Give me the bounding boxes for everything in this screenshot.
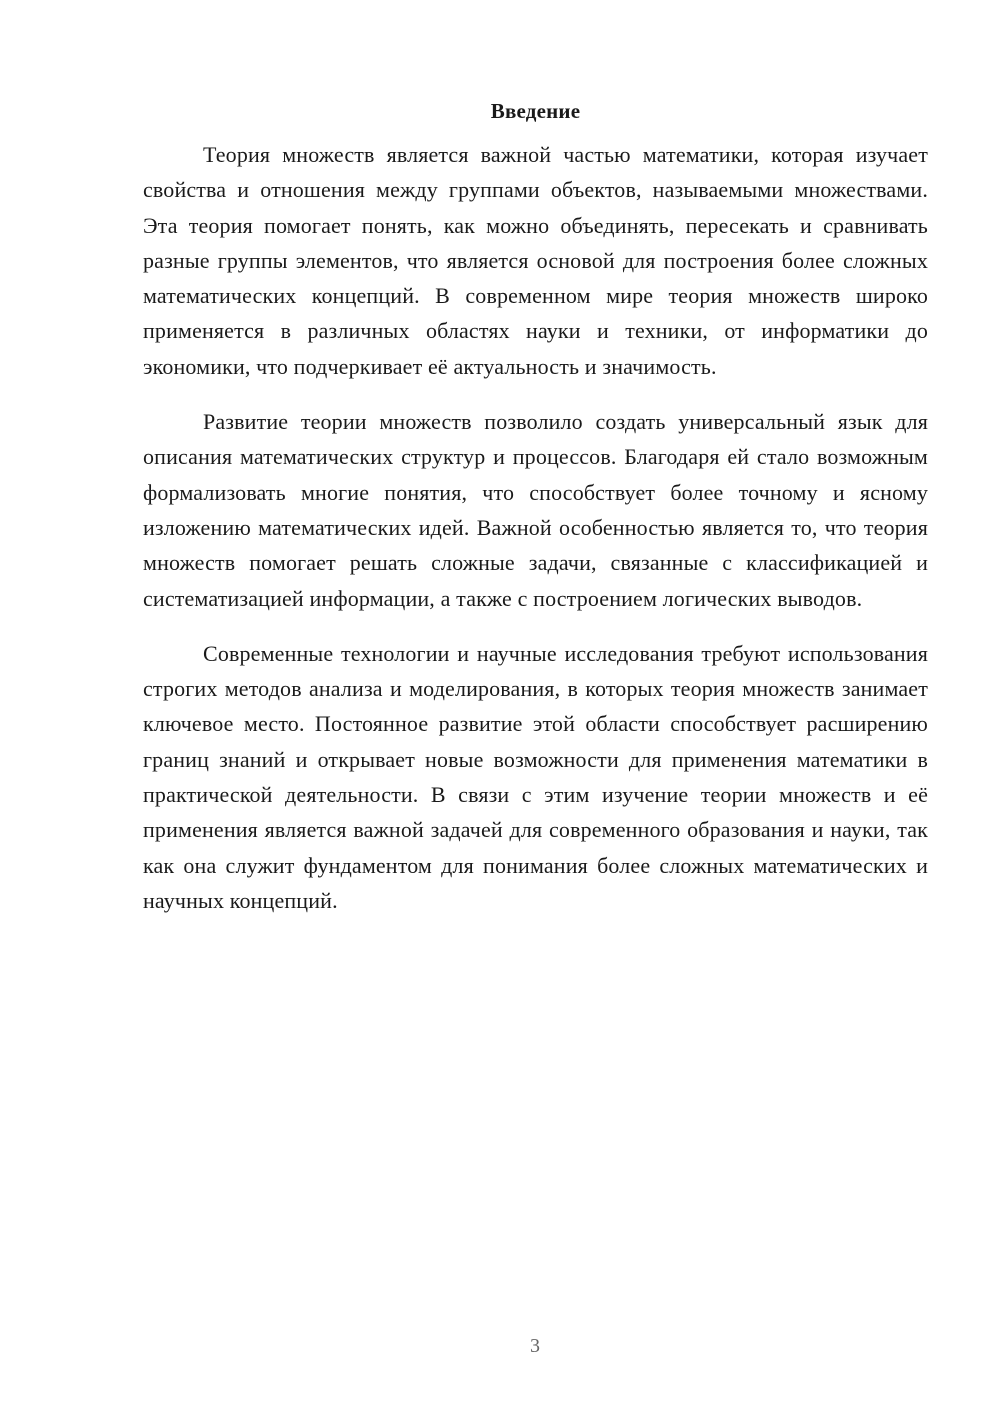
paragraph-3: Современные технологии и научные исследования требуют использования строгих методов анализа и моделирования, в которых теория множеств занимает ключевое место. Постоянное развитие этой области способствует расширению границ знаний и открывает новые возможности для применения математики в практической деятельности. В связи с этим изучение теории множеств и её применения является важной задачей для современного образования и науки, так как она служит фундаментом для понимания более сложных математических и научных концепций.: [143, 640, 928, 913]
paragraph-2: Развитие теории множеств позволило создать универсальный язык для описания математических структур и процессов. Благодаря ей стало возможным формализовать многие понятия, что способствует более точному и ясному изложению математических идей. Важной особенностью является то, что теория множеств помогает решать сложные задачи, связанные с классификацией и систематизацией информации, а также с построением логических выводов.: [143, 409, 928, 611]
section-title: Введение: [490, 99, 581, 123]
page-number: 3: [530, 1335, 540, 1357]
paragraph-1: Теория множеств является важной частью математики, которая изучает свойства и отношения между группами объектов, называемыми множествами. Эта теория помогает понять, как можно объединять, пересекать и сравнивать разные группы элементов, что является основой для построения более сложных математических концепций. В современном мире теория множеств широко применяется в различных областях науки и техники, от информатики до экономики, что подчеркивает её актуальность и значимость.: [143, 142, 928, 379]
page-content: [143, 95, 928, 938]
